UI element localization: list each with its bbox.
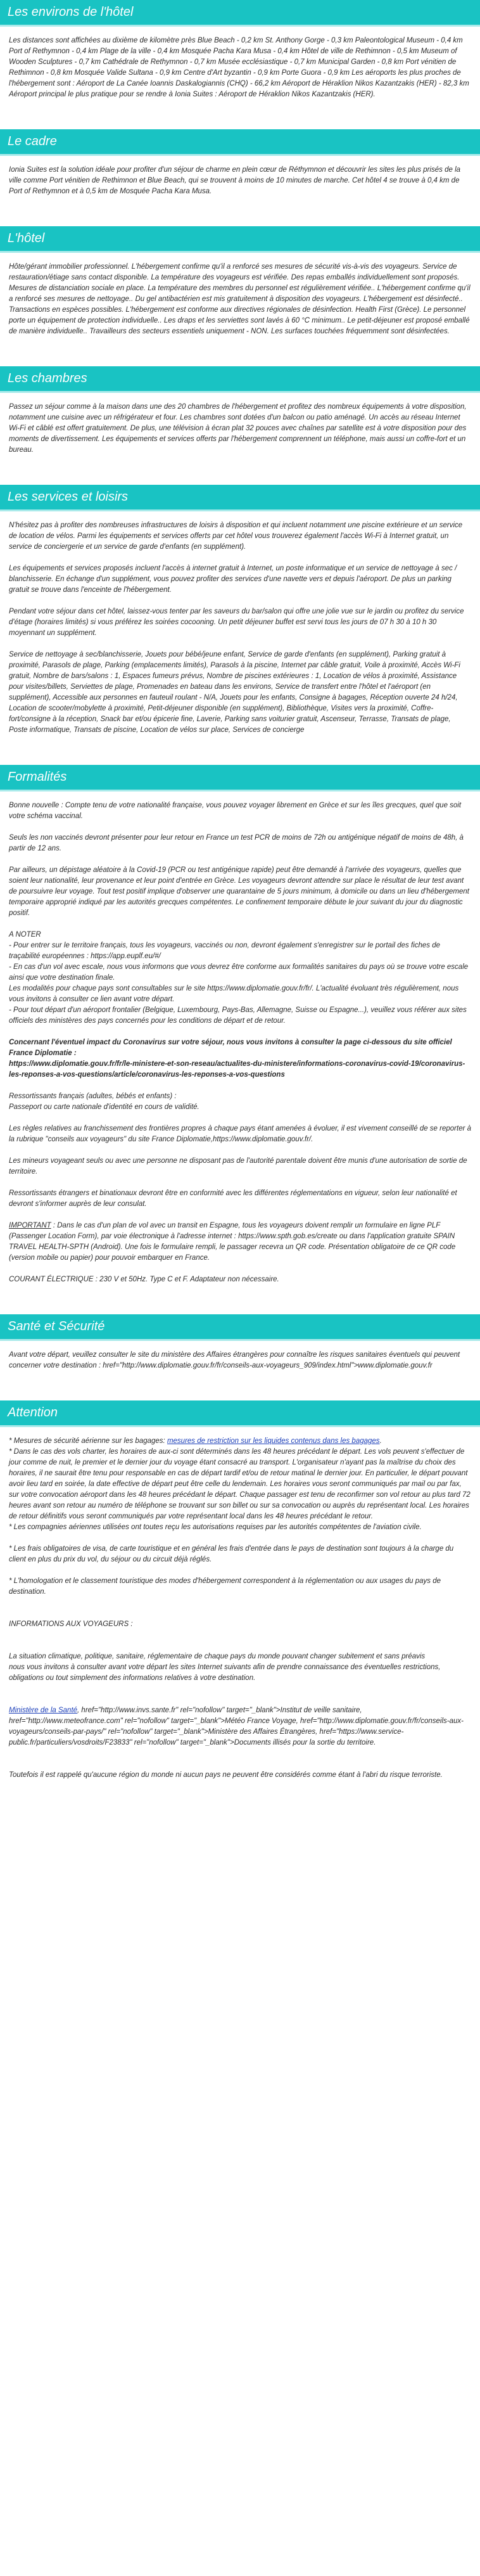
section-formalites: [0, 765, 480, 1285]
section-title-services: Les services et loisirs: [0, 485, 480, 511]
important-label: IMPORTANT: [9, 1222, 51, 1229]
section-title-formalites: Formalités: [0, 765, 480, 791]
ministere-sante-link[interactable]: Ministère de la Santé: [9, 1707, 78, 1714]
section-title-environs: Les environs de l'hôtel: [0, 0, 480, 27]
travelers-info-heading: INFORMATIONS AUX VOYAGEURS :: [9, 1620, 133, 1628]
chambres-text: Passez un séjour comme à la maison dans une des 20 chambres de l'hébergement et profitez des nombreux équipements à votre disposition, notamment une cuisine avec un réfrigérateur et four. Les chambres sont dotées d'un balcon ou patio aménagé. Un accès au réseau Internet Wi-Fi et câblé est offert gratuitement. De plus, une télévision à écran plat 32 pouces avec chaînes par satellite est à votre disposition pour des moments de divertissement. Les équipements et services offerts par l'hébergement comprennent un téléphone, mais aussi un coffre-fort et un bureau.: [9, 403, 469, 454]
section-attention: [0, 1400, 480, 1781]
section-cadre: [0, 129, 480, 197]
attention-text: , href="http://www.invs.sante.fr" rel="nofollow" target="_blank">Institut de veille sanitaire, href="http://www.meteofrance.com" rel="nofollow" target="_blank">Météo France Voyage, href="http://www.diplomatie.gouv.fr/fr/conseils-aux-voyageurs/conseils-par-pays/" rel="nofollow" target="_blank">Ministère des Affaires Étrangères, href="https://www.service-public.fr/particuliers/vosdroits/F23833" rel="nofollow" target="_blank">Documents illisés pour la sortie du territoire.: [9, 1707, 464, 1746]
formalites-paragraph: Ressortissants français (adultes, bébés et enfants) : Passeport ou carte nationale d'identité en cours de validité.: [9, 1093, 199, 1111]
formalites-paragraph: Par ailleurs, un dépistage aléatoire à la Covid-19 (PCR ou test antigénique rapide) peut être demandé à l'arrivée des voyageurs, quelles que soient leur nationalité, leur provenance et leur point d'entrée en Grèce. Les voyageurs devront attendre sur place le résultat de leur test avant de poursuivre leur voyage. Tout test positif implique d'observer une quarantaine de 5 jours minimum, à domicile ou dans un lieu d'hébergement temporaire approprié indiqué par les autorités grecques compétentes. Le confinement temporaire débute le jour suivant du jour du diagnostic positif.: [9, 866, 472, 917]
environs-text: Les distances sont affichées au dixième de kilomètre près Blue Beach - 0,2 km St. Anthony Gorge - 0,3 km Paleontological Museum - 0,4 km Port of Rethymnon - 0,4 km Plage de la ville - 0,4 km Mosquée Pacha Kara Musa - 0,4 km Hôtel de ville de Rethimnon - 0,5 km Museum of Wooden Sculptures - 0,7 km Cathédrale de Rethymnon - 0,7 km Musée ecclésiastique - 0,7 km Municipal Garden - 0,8 km Port vénitien de Rethimnon - 0,8 km Mosquée Valide Sultana - 0,9 km Centre d'Art byzantin - 0,9 km Porte Guora - 0,9 km Les aéroports les plus proches de l'hébergement sont : Aéroport de La Canée Ioannis Daskalogiannis (CHQ) - 66,2 km Aéroport de Héraklion Nikos Kazantzakis (HER) - 82,3 km Aéroport principal le plus pratique pour se rendre à Ionia Suites : Aéroport de Héraklion Nikos Kazantzakis (HER).: [9, 37, 471, 98]
formalites-paragraph: Bonne nouvelle : Compte tenu de votre nationalité française, vous pouvez voyager librement en Grèce et sur les îles grecques, quel que soit votre schéma vaccinal.: [9, 802, 464, 820]
section-title-chambres: Les chambres: [0, 366, 480, 393]
section-title-hotel: L'hôtel: [0, 226, 480, 253]
coronavirus-notice: Concernant l'éventuel impact du Coronavirus sur votre séjour, nous vous invitons à consulter la page ci-dessous du site officiel France Diplomatie : https://www.diplomatie.gouv.fr/fr/le-ministere-et-son-reseau/actualites-du-ministere/informations-coronavirus-covid-19/coronavirus-les-reponses-a-vos-questions/article/coronavirus-les-reponses-a-vos-questions: [9, 1039, 465, 1079]
section-body-services: [0, 511, 480, 736]
services-paragraph: Service de nettoyage à sec/blanchisserie, Jouets pour bébé/jeune enfant, Service de garde d'enfants (en supplément), Parking gratuit à proximité, Parasols de plage, Parking (emplacements limités), Parasols à la piscine, Internet par câble gratuit, Voile à proximité, Accès Wi-Fi gratuit, Nombre de bars/salons : 1, Espaces fumeurs prévus, Nombre de piscines extérieures : 1, Location de vélos à proximité, Assistance pour visites/billets, Serviettes de plage, Promenades en bateau dans les environs, Service de transfert entre l'hôtel et l'aéroport (en supplément), Accessible aux personnes en fauteuil roulant - N/A, Jouets pour les enfants, Consigne à bagages, Réception ouverte 24 h/24, Location de scooter/mobylette à proximité, Petit-déjeuner disponible (en supplément), Bibliothèque, Visites vers la proximité, Coffre-fort/consigne à la réception, Snack bar et/ou épicerie fine, Laverie, Parking sans voiturier gratuit, Ascenseur, Terrasse, Transats de plage, Poste informatique, Transats de piscine, Location de vélos sur place, Services de concierge: [9, 651, 463, 734]
section-body-formalites: [0, 791, 480, 1285]
services-paragraph: Les équipements et services proposés incluent l'accès à internet gratuit à Internet, un poste informatique et un service de nettoyage à sec / blanchisserie. En échange d'un supplément, vous pouvez profiter des services d'une navette vers et depuis l'aéroport. De plus un parking gratuit se trouve dans l'enceinte de l'hébergement.: [9, 565, 459, 594]
section-body-hotel: [0, 253, 480, 337]
section-body-chambres: [0, 393, 480, 456]
sante-text: Avant votre départ, veuillez consulter le site du ministère des Affaires étrangères pour connaître les risques sanitaires éventuels qui peuvent concerner votre destination : href="http://www.diplomatie.gouv.fr/fr/conseils-aux-voyageurs_909/index.html">www.diplomatie.gouv.fr: [9, 1351, 462, 1369]
important-text: : Dans le cas d'un plan de vol avec un transit en Espagne, tous les voyageurs doivent remplir un formulaire en ligne PLF (Passenger Location Form), par voie électronique à l'adresse internet : https://www.spth.gob.es/create ou dans l'application gratuite SPAIN TRAVEL HEALTH-SPTH (Android). Une fois le formulaire rempli, le passager recevra un QR code. Présentation obligatoire de ce QR code (version mobile ou papier) pour pouvoir embarquer en France.: [9, 1222, 458, 1262]
important-paragraph: [9, 1221, 471, 1264]
section-body-sante: [0, 1341, 480, 1371]
section-body-cadre: [0, 156, 480, 197]
section-services: [0, 485, 480, 736]
services-paragraph: Pendant votre séjour dans cet hôtel, laissez-vous tenter par les saveurs du bar/salon qui offre une jolie vue sur le jardin ou profitez du service d'étage (horaires limités) si vous préférez les soirées cocooning. Un petit déjeuner buffet est servi tous les jours de 07 h 30 à 10 h 30 moyennant un supplément.: [9, 608, 466, 637]
attention-paragraph: Toutefois il est rappelé qu'aucune région du monde ni aucun pays ne peuvent être considérés comme étant à l'abri du risque terroriste.: [9, 1771, 443, 1779]
attention-text: * Mesures de sécurité aérienne sur les bagages:: [9, 1437, 167, 1445]
section-body-environs: [0, 27, 480, 100]
formalites-paragraph: COURANT ÉLECTRIQUE : 230 V et 50Hz. Type C et F. Adaptateur non nécessaire.: [9, 1276, 279, 1283]
attention-paragraph: [9, 1436, 471, 1533]
cadre-text: Ionia Suites est la solution idéale pour profiter d'un séjour de charme en plein cœur de Réthymnon et découvrir les sites les plus prisés de la ville comme Port vénitien de Rethimnon et Blue Beach, qui se trouvent à moins de 10 minutes de marche. Cet hôtel 4 se trouve à 0,4 km de Port of Rethymnon et à 0,5 km de Mosquée Pacha Kara Musa.: [9, 166, 463, 195]
attention-text: . * Dans le cas des vols charter, les horaires de aux-ci sont déterminés dans les 48 heures précédant le départ. Les vols peuvent s'effectuer de jour comme de nuit, le premier et le dernier jour du voyage étant consacré au transport. L'organisateur n'ayant pas la maîtrise du choix des horaires, il ne saurait être tenu pour responsable en cas de départ tardif et/ou de retour matinal le dernier jour. En particulier, le départ pouvant avoir lieu tard en soirée, la date effective de départ peut être celle du lendemain. Les horaires vous seront communiqués par mail ou par fax, sur votre convocation aéroport dans les 48 heures précédant le départ. Chaque passager est tenu de reconfirmer son vol retour au plus tard 72 heures avant son retour au numéro de téléphone se trouvant sur son billet ou sur sa convocation ou auprès du représentant local. Les horaires de retour définitifs vous seront communiqués par votre représentant local dans les 48 heures précédant le retour. * Les compagnies aériennes utilisées ont toutes reçu les autorisations requises par les autorités compétentes de l'aviation civile.: [9, 1437, 471, 1531]
formalites-paragraph: Les mineurs voyageant seuls ou avec une personne ne disposant pas de l'autorité parentale doivent être munis d'une autorisation de sortie de territoire.: [9, 1157, 469, 1176]
section-title-attention: Attention: [0, 1400, 480, 1427]
services-paragraph: N'hésitez pas à profiter des nombreuses infrastructures de loisirs à disposition et qui incluent notamment une piscine extérieure et un service de location de vélos. Parmi les équipements et services offerts par cet hôtel vous trouverez également l'accès Wi-Fi à Internet gratuit, un service de conciergerie et un service de garde d'enfants (en supplément).: [9, 522, 465, 551]
section-title-sante: Santé et Sécurité: [0, 1314, 480, 1341]
attention-paragraph: * Les frais obligatoires de visa, de carte touristique et en général les frais d'entrée dans le pays de destination sont toujours à la charge du client en plus du prix du vol, du séjour ou du circuit déjà réglés.: [9, 1545, 456, 1563]
hotel-text: Hôte/gérant immobilier professionnel. L'hébergement confirme qu'il a renforcé ses mesures de sécurité vis-à-vis des voyageurs. Service de restauration/étiage sans contact disponible. La température des voyageurs est vérifiée. Des repas emballés individuellement sont proposés. Mesures de distanciation sociale en place. La température des membres du personnel est régulièrement vérifiée.. L'hébergement confirme qu'il a renforcé ses mesures de nettoyage.. Du gel antibactérien est mis gratuitement à disposition des voyageurs. L'hébergement est désinfecté.. Transactions en espèces possibles. L'hébergement est conforme aux directives régionales de désinfection. Health First (Grèce). Le personnel porte un équipement de protection individuelle.. Les draps et les serviettes sont lavés à 60 °C minimum.. Le petit-déjeuner est proposé emballé de manière individuelle.. Travailleurs des secteurs essentiels uniquement - NON. Les surfaces touchées fréquemment sont désinfectées.: [9, 263, 472, 335]
section-environs: [0, 0, 480, 100]
attention-paragraph: La situation climatique, politique, sanitaire, réglementaire de chaque pays du monde pouvant changer subitement et sans préavis nous vous invitons à consulter avant votre départ les sites Internet suivants afin de prendre connaissance des éventuelles restrictions, obligations ou tout simplement des informations relatives à votre destination.: [9, 1653, 441, 1682]
section-chambres: [0, 366, 480, 456]
section-title-cadre: Le cadre: [0, 129, 480, 156]
formalites-paragraph: Les règles relatives au franchissement des frontières propres à chaque pays étant amenées à évoluer, il est vivement conseillé de se reporter à la rubrique "conseils aux voyageurs" du site France Diplomatie,https://www.diplomatie.gouv.fr/.: [9, 1125, 474, 1143]
section-body-attention: [0, 1427, 480, 1781]
liquid-restrictions-link[interactable]: mesures de restriction sur les liquides contenus dans les bagages: [167, 1437, 380, 1445]
section-sante: [0, 1314, 480, 1371]
attention-paragraph: [9, 1705, 471, 1748]
formalites-paragraph: A NOTER - Pour entrer sur le territoire français, tous les voyageurs, vaccinés ou non, devront également s'enregistrer sur le portail des fiches de traçabilité européennes : https://app.euplf.eu/#/ - En cas d'un vol avec escale, nous vous informons que vous devrez être conforme aux formalités sanitaires du pays où se trouve votre escale ainsi que votre destination finale. Les modalités pour chaque pays sont consultables sur le site https://www.diplomatie.gouv.fr/fr/. L'actualité évoluant très régulièrement, nous vous invitons à consulter ce lien avant votre départ. - Pour tout départ d'un aéroport frontalier (Belgique, Luxembourg, Pays-Bas, Allemagne, Suisse ou Espagne...), veuillez vous référer aux sites officiels des ministères des pays concernés pour les conditions de départ et de retour.: [9, 931, 469, 1025]
attention-paragraph: * L'homologation et le classement touristique des modes d'hébergement correspondent à la réglementation ou aux usages du pays de destination.: [9, 1577, 443, 1596]
section-hotel: [0, 226, 480, 337]
formalites-paragraph: Ressortissants étrangers et binationaux devront être en conformité avec les différentes réglementations en vigueur, selon leur nationalité et devront s'informer auprès de leur consulat.: [9, 1189, 459, 1208]
formalites-paragraph: Seuls les non vaccinés devront présenter pour leur retour en France un test PCR de moins de 72h ou antigénique négatif de moins de 48h, à partir de 12 ans.: [9, 834, 466, 852]
